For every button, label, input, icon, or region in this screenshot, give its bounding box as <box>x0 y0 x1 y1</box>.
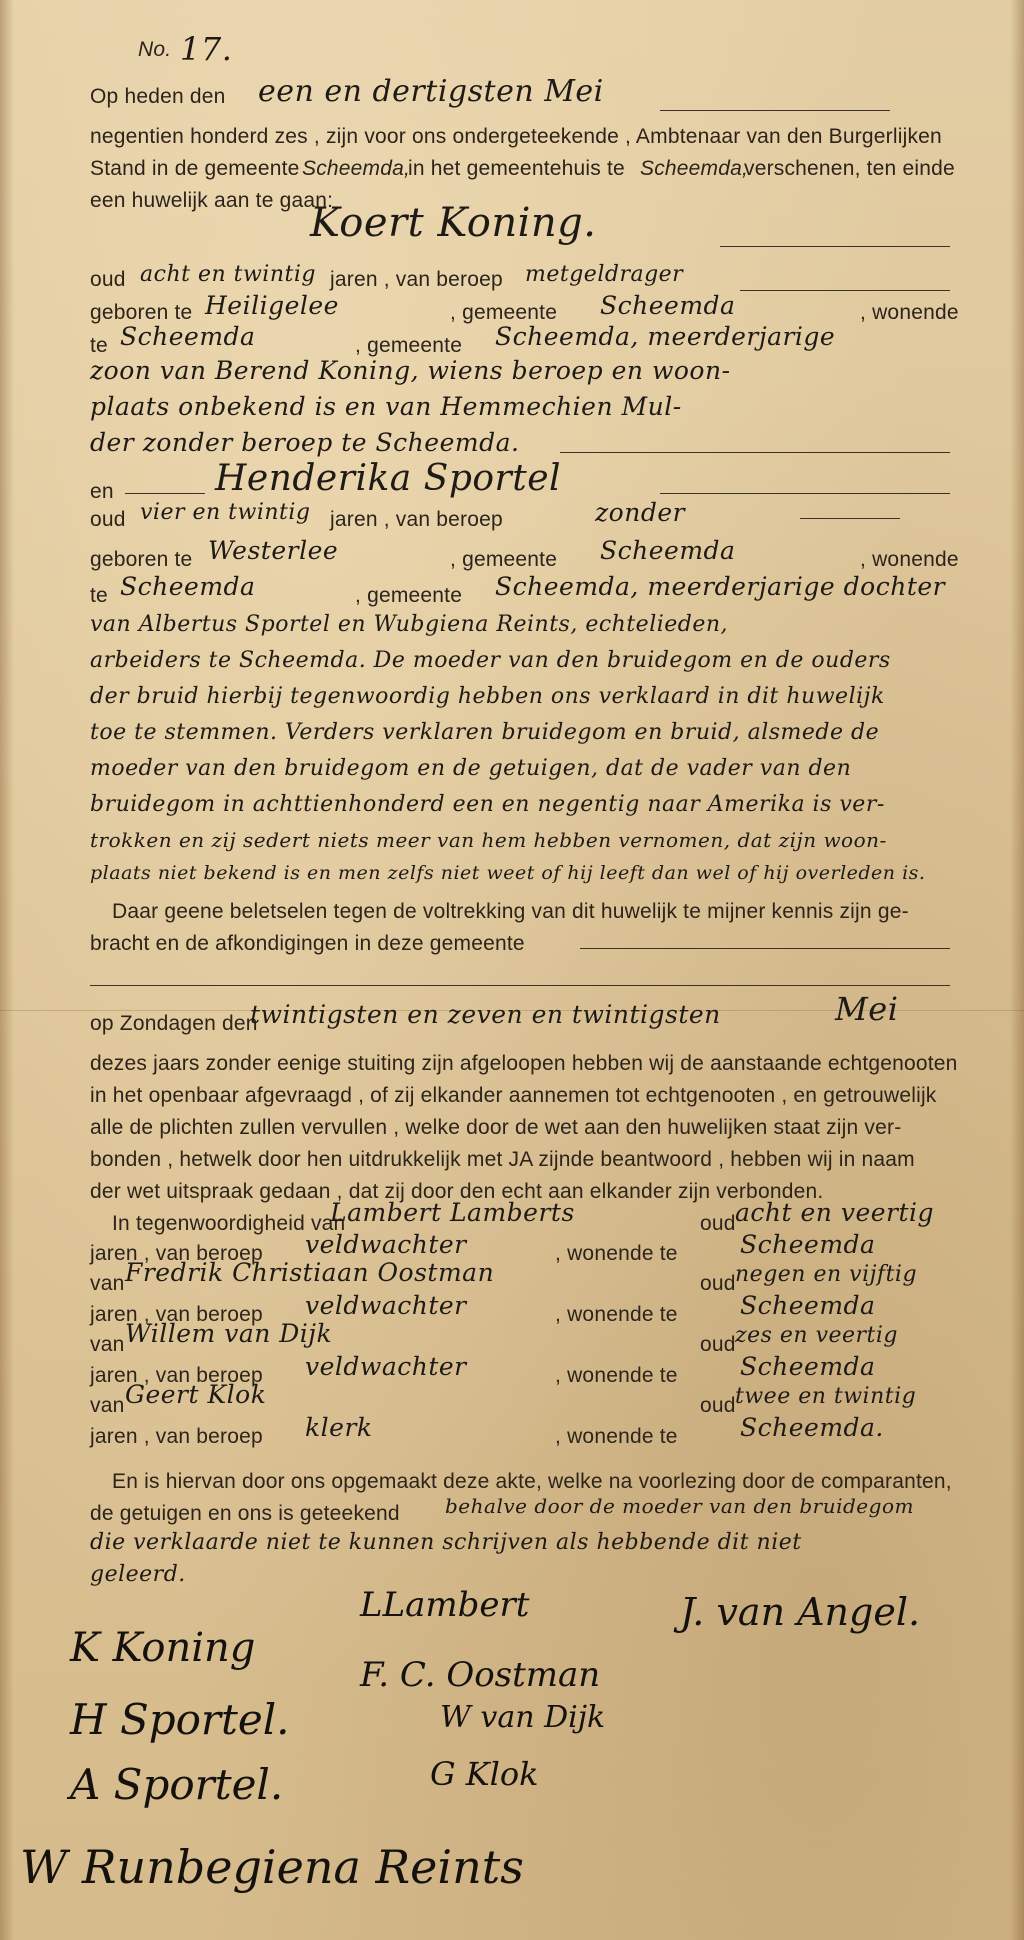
oud-label: oud <box>700 1394 736 1417</box>
van-label: van <box>90 1272 125 1295</box>
jaren-beroep-label: jaren , van beroep <box>330 508 503 531</box>
para1-line1-text: Op heden den <box>90 85 226 108</box>
rule <box>580 948 950 949</box>
rule <box>660 493 950 494</box>
gemeente-label: , gemeente <box>355 584 463 607</box>
wonende-te-label: , wonende te <box>555 1364 678 1387</box>
te-label: te <box>90 334 108 357</box>
gemeente-label: , gemeente <box>355 334 463 357</box>
witness-3-occupation: veldwachter <box>305 1352 467 1381</box>
wonende-te-label: , wonende te <box>555 1242 678 1265</box>
en-label: en <box>90 480 114 503</box>
groom-birthplace: Heiligelee <box>205 291 339 320</box>
rule <box>660 110 890 111</box>
rule <box>720 246 950 247</box>
witness-1-residence: Scheemda <box>740 1230 876 1259</box>
declaration-line: plaats niet bekend is en men zelfs niet weet of hij leeft dan wel of hij overleden is. <box>90 862 926 884</box>
witness-1-age: acht en veertig <box>735 1198 935 1227</box>
bride-age: vier en twintig <box>140 500 311 525</box>
consent-line: toe te stemmen. Verders verklaren bruidegom en bruid, alsmede de <box>90 720 880 745</box>
closing-line4: geleerd. <box>90 1562 186 1587</box>
para1-line2: negentien honderd zes , zijn voor ons ondergeteekende , Ambtenaar van den Burgerlijken <box>90 125 942 148</box>
para2-line5: in het openbaar afgevraagd , of zij elkander aannemen tot echtgenooten , en getrouwelijk <box>90 1084 937 1107</box>
groom-parent-line: zoon van Berend Koning, wiens beroep en woon- <box>90 356 731 385</box>
para2-line3-a: op Zondagen den <box>90 1012 258 1035</box>
para2-line2: bracht en de afkondigingen in deze gemeente <box>90 932 525 955</box>
oud-label: oud <box>90 508 126 531</box>
oud-label: oud <box>700 1333 736 1356</box>
van-label: van <box>90 1333 125 1356</box>
jaren-beroep-label: jaren , van beroep <box>90 1364 263 1387</box>
signature-bride-mother: W Runbegiena Reints <box>20 1840 524 1894</box>
closing-line1: En is hiervan door ons opgemaakt deze akte, welke na voorlezing door de comparanten, <box>112 1470 952 1493</box>
wonende-te-label: , wonende te <box>555 1303 678 1326</box>
closing-line2-a: de getuigen en ons is geteekend <box>90 1502 400 1525</box>
signature-van-dijk: W van Dijk <box>440 1700 606 1735</box>
declaration-line: moeder van den bruidegom en de getuigen, dat de vader van den <box>90 756 852 781</box>
witness-4-name: Geert Klok <box>125 1380 267 1409</box>
witness-3-residence: Scheemda <box>740 1352 876 1381</box>
para2-line1: Daar geene beletselen tegen de voltrekking van dit huwelijk te mijner kennis zijn ge- <box>112 900 909 923</box>
marriage-date: een en dertigsten Mei <box>258 74 604 109</box>
declaration-line: trokken en zij sedert niets meer van hem hebben vernomen, dat zijn woon- <box>90 828 887 852</box>
signature-oostman: F. C. Oostman <box>360 1655 601 1695</box>
groom-name: Koert Koning. <box>310 200 597 246</box>
para1-line3-c: verschenen, ten einde <box>744 157 955 180</box>
witness-2-residence: Scheemda <box>740 1291 876 1320</box>
rule <box>560 452 950 453</box>
witness-1-name: Lambert Lamberts <box>330 1198 575 1227</box>
wonende-label: , wonende <box>860 548 959 571</box>
witness-4-residence: Scheemda. <box>740 1413 884 1442</box>
para1-line4: een huwelijk aan te gaan: <box>90 189 334 212</box>
consent-line: der bruid hierbij tegenwoordig hebben ons verklaard in dit huwelijk <box>90 684 885 709</box>
rule <box>740 290 950 291</box>
para2-line8: der wet uitspraak gedaan , dat zij door den echt aan elkander zijn verbonden. <box>90 1180 824 1203</box>
closing-exception: behalve door de moeder van den bruidegom <box>445 1494 914 1518</box>
signature-registrar: J. van Angel. <box>680 1590 921 1634</box>
para2-line7: bonden , hetwelk door hen uitdrukkelijk met JA zijnde beantwoord , hebben wij in naam <box>90 1148 915 1171</box>
declaration-line: bruidegom in achttienhonderd een en negentig naar Amerika is ver- <box>90 792 885 817</box>
signature-groom: K Koning <box>70 1625 256 1671</box>
para1-line3-a: Stand in de gemeente <box>90 157 300 180</box>
municipality-scheemda: Scheemda, <box>302 157 411 180</box>
rule <box>800 518 900 519</box>
bride-parent-line: van Albertus Sportel en Wubgiena Reints, echtelieden, <box>90 612 729 637</box>
rule <box>125 493 205 494</box>
jaren-beroep-label: jaren , van beroep <box>90 1303 263 1326</box>
witness-3-name: Willem van Dijk <box>125 1319 333 1348</box>
bride-res-municipality: Scheemda, meerderjarige dochter <box>495 572 946 601</box>
gemeente-label: , gemeente <box>450 301 558 324</box>
wonende-te-label: , wonende te <box>555 1425 678 1448</box>
bride-birthplace: Westerlee <box>208 536 339 565</box>
witness-4-age: twee en twintig <box>735 1384 917 1409</box>
bride-residence: Scheemda <box>120 572 256 601</box>
record-number-value: 17. <box>180 30 233 68</box>
groom-age: acht en twintig <box>140 262 316 287</box>
witness-4-occupation: klerk <box>305 1413 373 1442</box>
signature-bride: H Sportel. <box>70 1695 290 1744</box>
geboren-label: geboren te <box>90 301 193 324</box>
jaren-beroep-label: jaren , van beroep <box>330 268 503 291</box>
para2-line6: alle de plichten zullen vervullen , welke door de wet aan den huwelijken staat zijn ver- <box>90 1116 902 1139</box>
municipality-scheemda-2: Scheemda, <box>640 157 749 180</box>
groom-birth-municipality: Scheemda <box>600 291 736 320</box>
groom-parent-line: der zonder beroep te Scheemda. <box>90 428 520 457</box>
record-number-label: No. <box>138 38 172 61</box>
bride-parent-line: arbeiders te Scheemda. De moeder van den bruidegom en de ouders <box>90 648 891 673</box>
paper-edge-left <box>0 0 14 1940</box>
banns-month: Mei <box>835 990 899 1028</box>
para2-line4: dezes jaars zonder eenige stuiting zijn afgeloopen hebben wij de aanstaande echtgenooten <box>90 1052 958 1075</box>
gemeente-label: , gemeente <box>450 548 558 571</box>
oud-label: oud <box>700 1212 736 1235</box>
te-label: te <box>90 584 108 607</box>
oud-label: oud <box>700 1272 736 1295</box>
oud-label: oud <box>90 268 126 291</box>
signature-lambert: LLambert <box>360 1585 530 1625</box>
signature-bride-father: A Sportel. <box>70 1760 284 1809</box>
jaren-beroep-label: jaren , van beroep <box>90 1425 263 1448</box>
signature-klok: G Klok <box>430 1755 539 1793</box>
rule <box>90 985 950 986</box>
witnesses-intro: In tegenwoordigheid van <box>112 1212 346 1235</box>
bride-birth-municipality: Scheemda <box>600 536 736 565</box>
groom-residence: Scheemda <box>120 322 256 351</box>
geboren-label: geboren te <box>90 548 193 571</box>
groom-res-municipality: Scheemda, meerderjarige <box>495 322 836 351</box>
witness-3-age: zes en veertig <box>735 1323 899 1348</box>
witness-2-age: negen en vijftig <box>735 1262 918 1287</box>
para1-line3-b: in het gemeentehuis te <box>408 157 625 180</box>
witness-2-occupation: veldwachter <box>305 1291 467 1320</box>
groom-parent-line: plaats onbekend is en van Hemmechien Mul- <box>90 392 682 421</box>
paper-edge-right <box>1010 0 1024 1940</box>
closing-line3: die verklaarde niet te kunnen schrijven als hebbende dit niet <box>90 1530 802 1555</box>
witness-2-name: Fredrik Christiaan Oostman <box>125 1258 495 1287</box>
banns-dates: twintigsten en zeven en twintigsten <box>250 1000 721 1029</box>
wonende-label: , wonende <box>860 301 959 324</box>
bride-occupation: zonder <box>595 498 686 527</box>
bride-name: Henderika Sportel <box>215 458 562 499</box>
van-label: van <box>90 1394 125 1417</box>
groom-occupation: metgeldrager <box>525 262 684 287</box>
jaren-beroep-label: jaren , van beroep <box>90 1242 263 1265</box>
witness-1-occupation: veldwachter <box>305 1230 467 1259</box>
